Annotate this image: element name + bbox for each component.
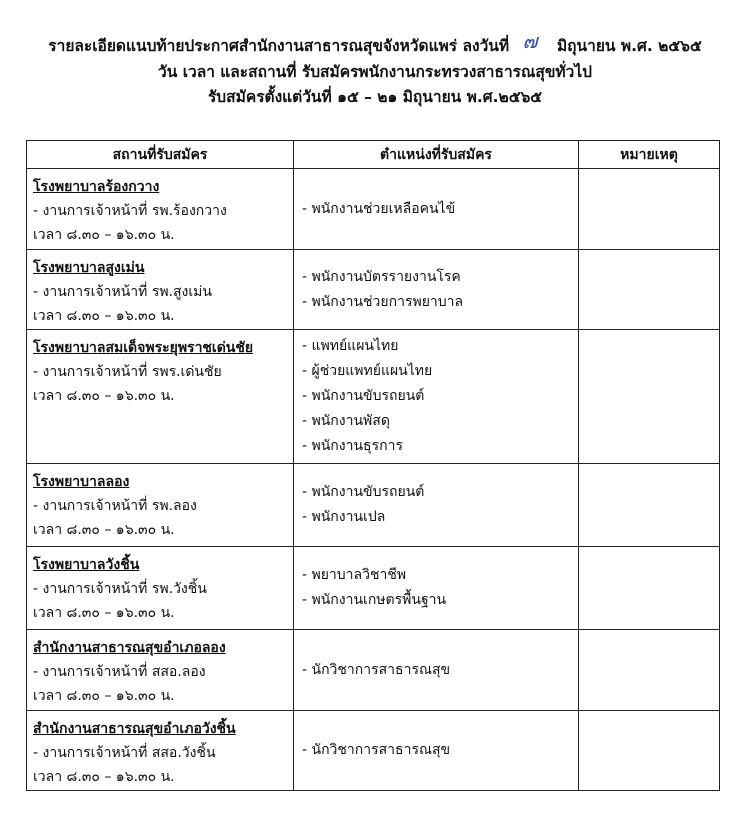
header-line-1-prefix: รายละเอียดแนบท้ายประกาศสำนักงานสาธารณสุขจังหวัดแพร่ ลงวันที่	[48, 37, 510, 55]
place-time: เวลา ๘.๓๐ – ๑๖.๓๐ น.	[33, 522, 175, 538]
header-line-3: รับสมัครตั้งแต่วันที่ ๑๕ – ๒๑ มิถุนายน พ.ศ.๒๕๖๕	[207, 88, 543, 106]
place-cell	[27, 464, 294, 547]
note-cell	[579, 330, 720, 464]
place-cell	[27, 169, 294, 250]
place-office: - งานการเจ้าหน้าที่ รพ.สูงเม่น	[33, 284, 212, 300]
column-header-place: สถานที่รับสมัคร	[27, 141, 294, 169]
table-row	[27, 250, 720, 330]
position-item: - พนักงานเกษตรพื้นฐาน	[302, 592, 447, 608]
place-name: สำนักงานสาธารณสุขอำเภอวังชิ้น	[33, 721, 236, 737]
table-row	[27, 630, 720, 711]
place-name: โรงพยาบาลร้องกวาง	[33, 179, 160, 195]
place-time: เวลา ๘.๓๐ – ๑๖.๓๐ น.	[33, 227, 175, 243]
column-header-note: หมายเหตุ	[579, 141, 720, 169]
place-time: เวลา ๘.๓๐ – ๑๖.๓๐ น.	[33, 769, 175, 785]
position-list	[294, 464, 578, 546]
place-office: - งานการเจ้าหน้าที่ รพ.ลอง	[33, 498, 197, 514]
place-office: - งานการเจ้าหน้าที่ รพ.ร้องกวาง	[33, 203, 227, 219]
note-cell	[579, 630, 720, 711]
table-header-row	[27, 141, 720, 169]
handwritten-day: ๗	[522, 29, 538, 53]
position-cell	[294, 169, 579, 250]
place-office: - งานการเจ้าหน้าที่ สสอ.ลอง	[33, 664, 206, 680]
position-item: - พนักงานช่วยเหลือคนไข้	[302, 200, 456, 217]
place-name: สำนักงานสาธารณสุขอำเภอลอง	[33, 640, 226, 656]
place-cell	[27, 547, 294, 630]
note-cell	[579, 250, 720, 330]
place-cell	[27, 330, 294, 464]
position-item: - พนักงานขับรถยนต์	[302, 484, 425, 500]
position-list	[294, 330, 578, 467]
place-name: โรงพยาบาลสูงเม่น	[33, 260, 145, 276]
place-office: - งานการเจ้าหน้าที่ รพร.เด่นชัย	[33, 364, 222, 380]
place-name: โรงพยาบาลวังชิ้น	[33, 557, 140, 573]
position-list	[294, 250, 578, 329]
column-header-position: ตำแหน่งที่รับสมัคร	[294, 141, 579, 169]
note-cell	[579, 464, 720, 547]
position-item: - พนักงานเปล	[302, 509, 386, 525]
position-cell	[294, 330, 579, 464]
note-cell	[579, 547, 720, 630]
position-item: - พนักงานช่วยการพยาบาล	[302, 293, 464, 310]
place-cell	[27, 250, 294, 330]
note-cell	[579, 711, 720, 791]
header-line-1-suffix: มิถุนายน พ.ศ. ๒๕๖๕	[556, 37, 702, 55]
place-time: เวลา ๘.๓๐ – ๑๖.๓๐ น.	[33, 388, 175, 404]
table-row	[27, 330, 720, 464]
position-item: - พนักงานพัสดุ	[302, 413, 390, 429]
table-row	[27, 464, 720, 547]
position-cell	[294, 464, 579, 547]
place-cell	[27, 630, 294, 711]
header-line-2: วัน เวลา และสถานที่ รับสมัครพนักงานกระทรวงสาธารณสุขทั่วไป	[158, 62, 592, 81]
place-name: โรงพยาบาลสมเด็จพระยุพราชเด่นชัย	[33, 340, 254, 356]
position-cell	[294, 547, 579, 630]
position-item: - ผู้ช่วยแพทย์แผนไทย	[302, 363, 433, 379]
position-item: - นักวิชาการสาธารณสุข	[302, 742, 451, 758]
position-cell	[294, 630, 579, 711]
recruitment-table	[26, 140, 720, 791]
position-item: - พนักงานขับรถยนต์	[302, 388, 425, 404]
header-line-1	[0, 29, 750, 60]
place-time: เวลา ๘.๓๐ – ๑๖.๓๐ น.	[33, 605, 175, 621]
position-cell	[294, 250, 579, 330]
position-list	[294, 630, 578, 710]
place-name: โรงพยาบาลลอง	[33, 474, 130, 490]
place-cell	[27, 711, 294, 791]
position-item: - นักวิชาการสาธารณสุข	[302, 661, 451, 678]
table-row	[27, 547, 720, 630]
place-time: เวลา ๘.๓๐ – ๑๖.๓๐ น.	[33, 688, 175, 704]
position-item: - พนักงานบัตรรายงานโรค	[302, 268, 461, 285]
place-office: - งานการเจ้าหน้าที่ รพ.วังชิ้น	[33, 581, 207, 597]
table-row	[27, 711, 720, 791]
table-row	[27, 169, 720, 250]
position-item: - แพทย์แผนไทย	[302, 338, 399, 354]
note-cell	[579, 169, 720, 250]
position-list	[294, 547, 578, 629]
position-list	[294, 169, 578, 249]
place-office: - งานการเจ้าหน้าที่ สสอ.วังชิ้น	[33, 745, 216, 761]
position-item: - พนักงานธุรการ	[302, 438, 403, 454]
position-item: - พยาบาลวิชาชีพ	[302, 567, 407, 583]
place-time: เวลา ๘.๓๐ – ๑๖.๓๐ น.	[33, 308, 175, 324]
document-header	[0, 29, 750, 111]
position-list	[294, 711, 578, 790]
position-cell	[294, 711, 579, 791]
